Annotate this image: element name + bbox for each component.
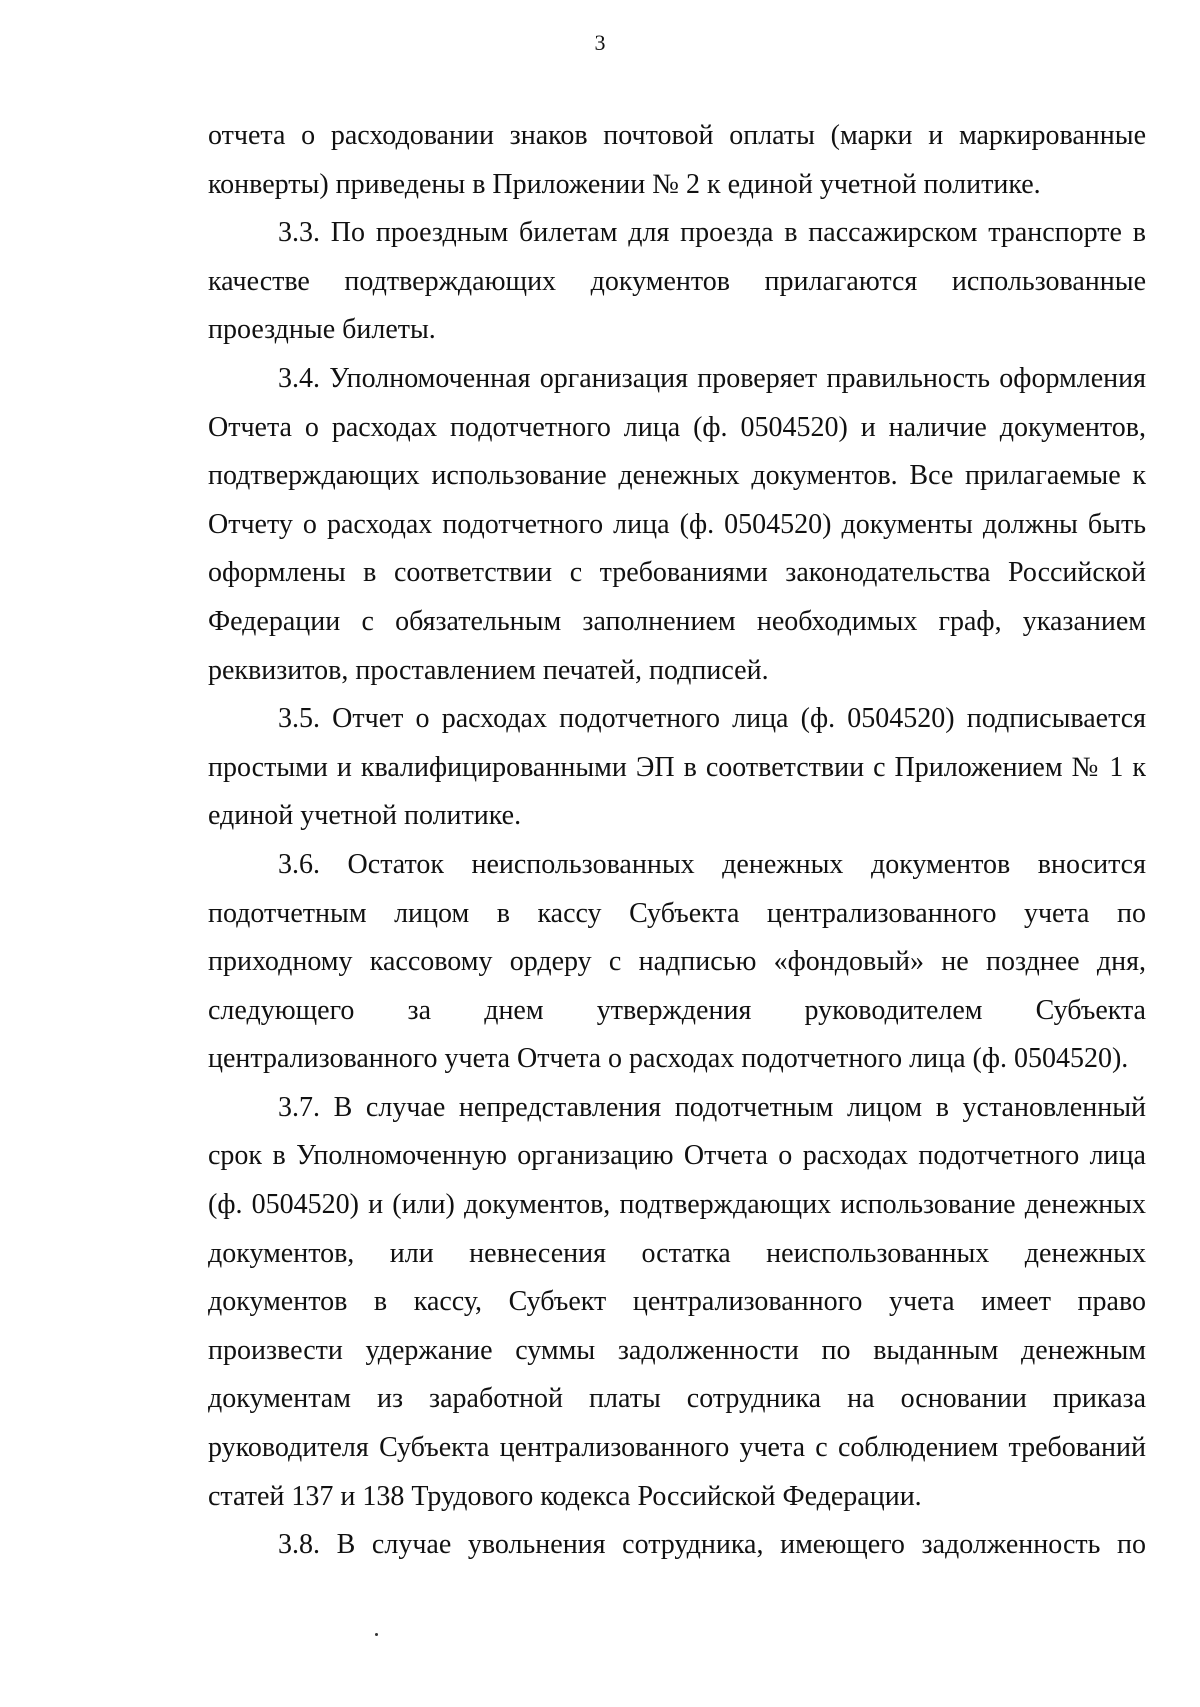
paragraph-3-5: 3.5. Отчет о расходах подотчетного лица (ф. 0504520) подписывается простыми и квалифицированными ЭП в соответствии с Приложением № 1 к единой учетной политике. [208, 703, 1146, 832]
paragraph-3-4: 3.4. Уполномоченная организация проверяет правильность оформления Отчета о расходах подотчетного лица (ф. 0504520) и наличие документов, подтверждающих использование денежных документов. Все прилагаемые к Отчету о расходах подотчетного лица (ф. 0504520) документы должны быть оформлены в соответствии с требованиями законодательства Российской Федерации с обязательным заполнением необходимых граф, указанием реквизитов, проставлением печатей, подписей. [208, 362, 1146, 686]
paragraph-3-8: 3.8. В случае увольнения сотрудника, имеющего задолженность по [278, 1529, 1146, 1561]
paragraph-3-3: 3.3. По проездным билетам для проезда в пассажирском транспорте в качестве подтверждающих документов прилагаются использованные проездные билеты. [208, 217, 1146, 346]
paragraph-continuation: отчета о расходовании знаков почтовой оплаты (марки и маркированные конверты) приведены в Приложении № 2 к единой учетной политике. [208, 120, 1146, 200]
scan-speck [375, 1633, 378, 1636]
paragraph-3-7: 3.7. В случае непредставления подотчетным лицом в установленный срок в Уполномоченную организацию Отчета о расходах подотчетного лица (ф. 0504520) и (или) документов, подтверждающих использование денежных документов, или невнесения остатка неиспользованных денежных документов в кассу, Субъект централизованного учета имеет право произвести удержание суммы задолженности по выданным денежным документам из заработной платы сотрудника на основании приказа руководителя Субъекта централизованного учета с соблюдением требований статей 137 и 138 Трудового кодекса Российской Федерации. [208, 1091, 1146, 1512]
page-number: 3 [594, 30, 606, 55]
document-body [208, 112, 1146, 1570]
paragraph-3-6: 3.6. Остаток неиспользованных денежных документов вносится подотчетным лицом в кассу Субъекта централизованного учета по приходному кассовому ордеру с надписью «фондовый» не позднее дня, следующего за днем утверждения руководителем Субъекта централизованного учета Отчета о расходах подотчетного лица (ф. 0504520). [208, 848, 1146, 1075]
